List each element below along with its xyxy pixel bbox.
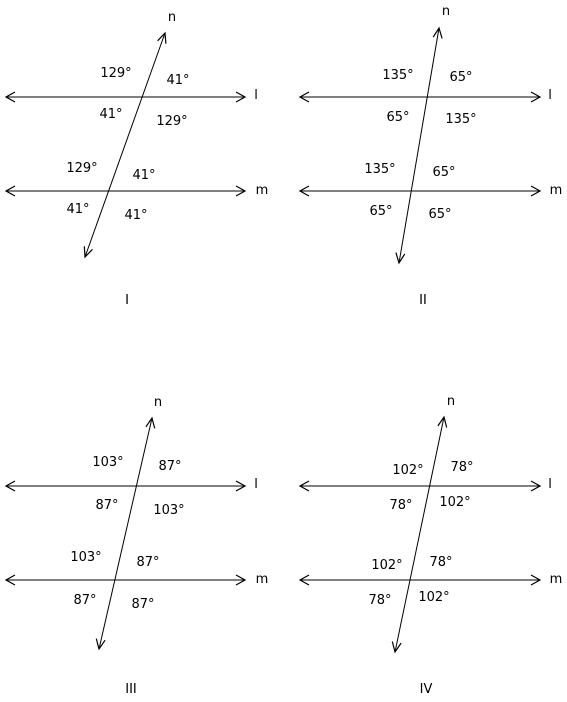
- angle-lower-top-left-4: 102°: [371, 558, 403, 573]
- label-l-1: l: [254, 88, 258, 103]
- angle-lower-bottom-left-2: 65°: [369, 204, 393, 219]
- label-m-3: m: [255, 572, 269, 587]
- angle-lower-bottom-left-4: 78°: [368, 593, 392, 608]
- label-n-4: n: [446, 394, 456, 409]
- angle-lower-top-right-2: 65°: [432, 165, 456, 180]
- angle-lower-top-left-1: 129°: [66, 161, 98, 176]
- angle-upper-bottom-left-4: 78°: [389, 498, 413, 513]
- angle-upper-top-right-4: 78°: [450, 460, 474, 475]
- angle-upper-top-right-1: 41°: [166, 73, 190, 88]
- angle-upper-bottom-right-1: 129°: [156, 114, 188, 129]
- angle-upper-top-left-4: 102°: [392, 463, 424, 478]
- angle-lower-top-left-3: 103°: [70, 550, 102, 565]
- angle-lower-bottom-right-2: 65°: [428, 207, 452, 222]
- angle-lower-top-right-3: 87°: [136, 555, 160, 570]
- angle-upper-bottom-right-2: 135°: [445, 112, 477, 127]
- angle-lower-top-right-4: 78°: [429, 555, 453, 570]
- label-l-3: l: [254, 477, 258, 492]
- angle-upper-top-right-3: 87°: [158, 459, 182, 474]
- angle-upper-top-left-3: 103°: [92, 455, 124, 470]
- label-l-4: l: [548, 477, 552, 492]
- angle-lower-bottom-right-3: 87°: [131, 597, 155, 612]
- angle-upper-bottom-left-1: 41°: [99, 107, 123, 122]
- panel-caption-1: I: [125, 293, 129, 308]
- angle-upper-bottom-left-2: 65°: [386, 110, 410, 125]
- angle-lower-top-left-2: 135°: [364, 162, 396, 177]
- angle-upper-bottom-right-3: 103°: [153, 503, 185, 518]
- label-n-1: n: [167, 10, 177, 25]
- label-n-3: n: [153, 395, 163, 410]
- label-m-2: m: [549, 183, 563, 198]
- angle-upper-top-left-2: 135°: [382, 68, 414, 83]
- transversal-n-4: [395, 417, 444, 652]
- transversal-n-2: [399, 28, 439, 263]
- angle-lower-bottom-left-3: 87°: [73, 593, 97, 608]
- angle-upper-top-right-2: 65°: [449, 70, 473, 85]
- panel-1: [6, 10, 268, 308]
- angle-lower-top-right-1: 41°: [132, 168, 156, 183]
- angle-upper-bottom-left-3: 87°: [95, 498, 119, 513]
- panel-4: [300, 394, 562, 697]
- panel-3: [6, 395, 268, 697]
- label-m-4: m: [549, 572, 563, 587]
- angle-lower-bottom-left-1: 41°: [66, 202, 90, 217]
- angle-lower-bottom-right-4: 102°: [418, 590, 450, 605]
- label-m-1: m: [255, 183, 269, 198]
- panel-caption-3: III: [125, 682, 137, 697]
- panel-2: [300, 4, 562, 308]
- label-l-2: l: [548, 88, 552, 103]
- angle-lower-bottom-right-1: 41°: [124, 208, 148, 223]
- panel-caption-4: IV: [419, 682, 433, 697]
- transversal-n-3: [99, 418, 155, 649]
- label-n-2: n: [441, 4, 451, 19]
- panel-caption-2: II: [419, 293, 427, 308]
- angle-upper-top-left-1: 129°: [100, 66, 132, 81]
- angle-upper-bottom-right-4: 102°: [439, 495, 471, 510]
